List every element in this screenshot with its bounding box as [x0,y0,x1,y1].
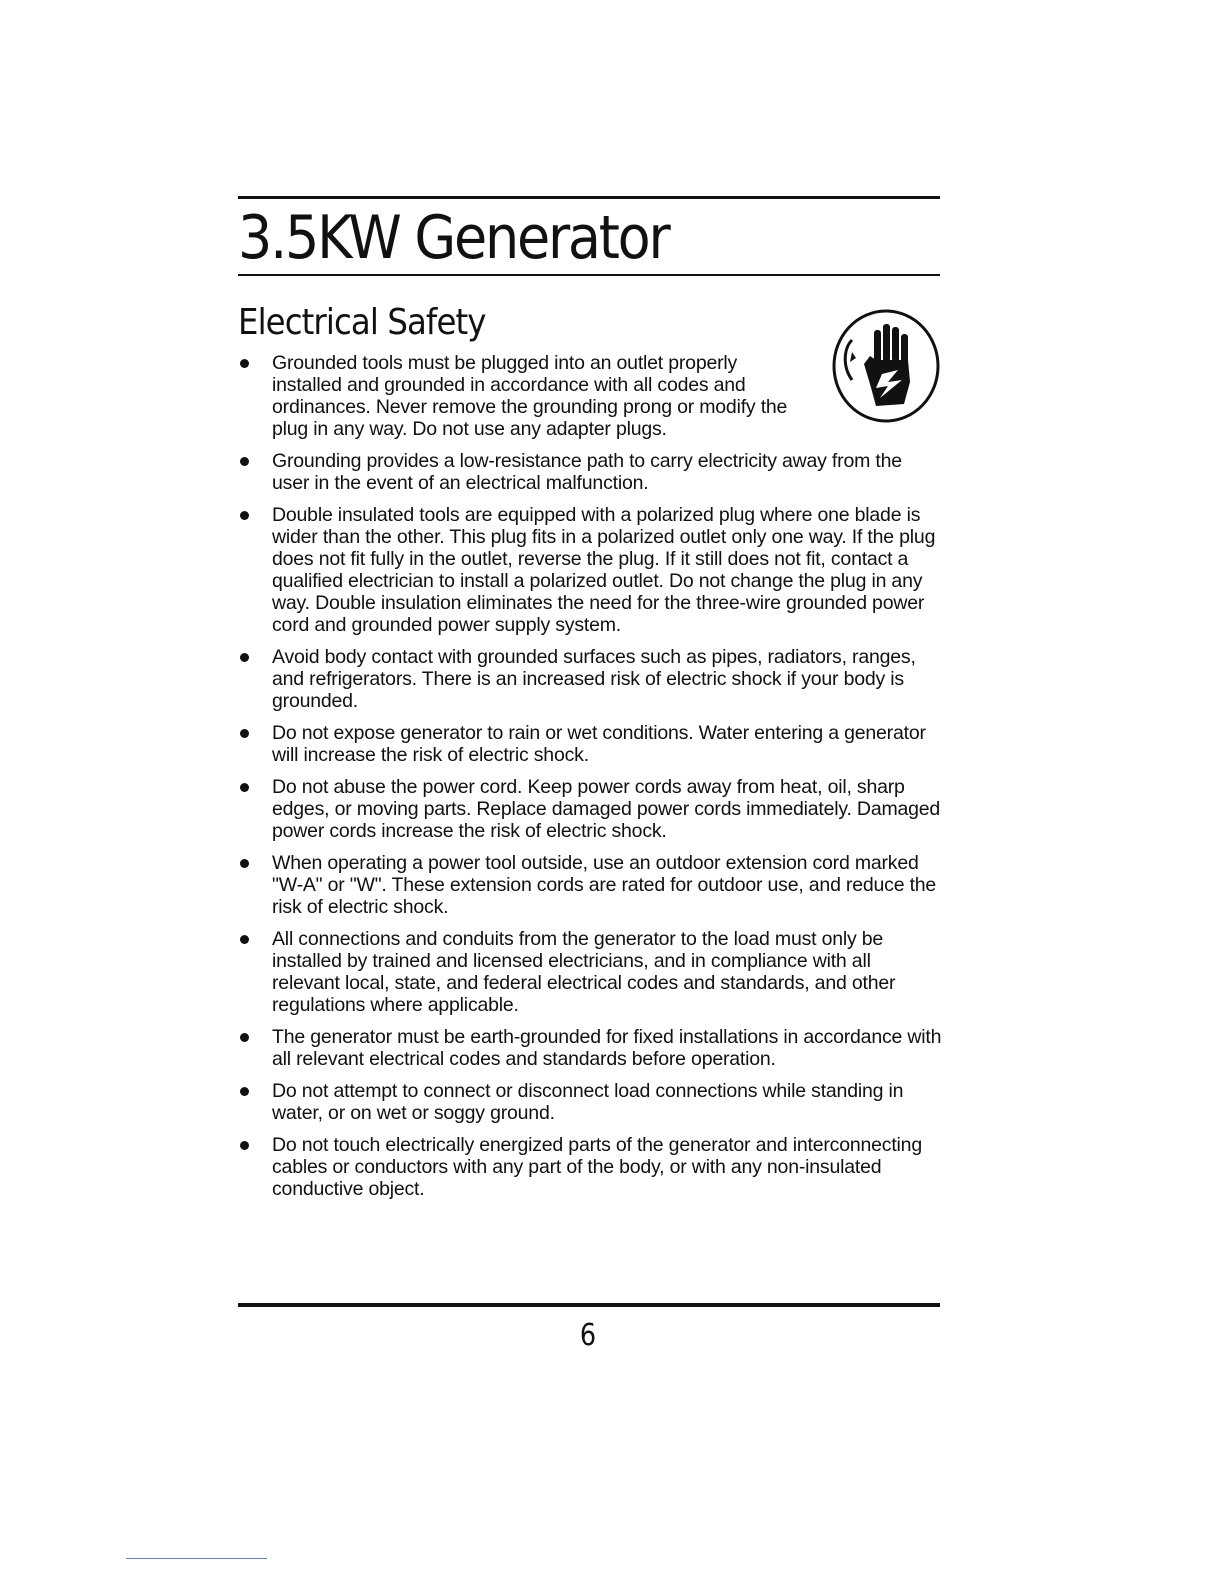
list-item: Do not expose generator to rain or wet conditions. Water entering a generator will increase the risk of electric shock. [238,722,943,766]
bullet [240,729,249,738]
list-item: The generator must be earth-grounded for fixed installations in accordance with all relevant electrical codes and standards before operation. [238,1026,943,1070]
list-item: Avoid body contact with grounded surfaces such as pipes, radiators, ranges, and refrigerators. There is an increased risk of electric shock if your body is grounded. [238,646,943,712]
section-title: Electrical Safety [238,302,486,343]
page-title: 3.5KW Generator [238,203,669,273]
list-item: Grounding provides a low-resistance path to carry electricity away from the user in the event of an electrical malfunction. [238,450,943,494]
bullet [240,359,249,368]
top-rule [238,196,940,199]
footer-rule [126,1558,267,1559]
bullet [240,1033,249,1042]
bullet [240,1141,249,1150]
bullet [240,457,249,466]
bullet [240,653,249,662]
title-rule [238,274,940,276]
bullet [240,783,249,792]
list-item: All connections and conduits from the generator to the load must only be installed by trained and licensed electricians, and in compliance with all relevant local, state, and federal electrical codes and standards, and other regulations where applicable. [238,928,943,1016]
list-item: Double insulated tools are equipped with a polarized plug where one blade is wider than the other. This plug fits in a polarized outlet only one way. If the plug does not fit fully in the outlet, reverse the plug. If it still does not fit, contact a qualified electrician to install a polarized outlet. Do not change the plug in any way. Double insulation eliminates the need for the three-wire grounded power cord and grounded power supply system. [238,504,943,636]
list-item: Grounded tools must be plugged into an outlet properly installed and grounded in accordance with all codes and ordinances. Never remove the grounding prong or modify the plug in any way. Do not use any adapter plugs. [238,352,812,440]
list-item: Do not touch electrically energized parts of the generator and interconnecting cables or conductors with any part of the body, or with any non-insulated conductive object. [238,1134,943,1200]
bottom-rule [238,1303,940,1307]
bullet [240,511,249,520]
bullet [240,859,249,868]
page-number: 6 [579,1318,597,1353]
list-item: When operating a power tool outside, use an outdoor extension cord marked "W-A" or "W". These extension cords are rated for outdoor use, and reduce the risk of electric shock. [238,852,943,918]
list-item: Do not attempt to connect or disconnect load connections while standing in water, or on wet or soggy ground. [238,1080,943,1124]
bullet [240,935,249,944]
list-item: Do not abuse the power cord. Keep power cords away from heat, oil, sharp edges, or moving parts. Replace damaged power cords immediately. Damaged power cords increase the risk of electric shock. [238,776,943,842]
safety-list [238,352,943,1210]
bullet [240,1087,249,1096]
